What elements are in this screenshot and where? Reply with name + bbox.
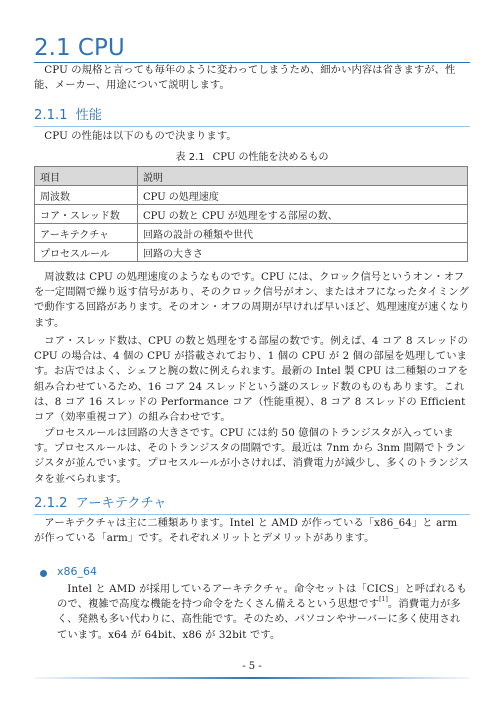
bullet-icon xyxy=(40,570,47,577)
table-header-cell: 説明 xyxy=(138,167,468,186)
table-cell: 回路の大きさ xyxy=(138,243,468,262)
table-cell: プロセスルール xyxy=(35,243,138,262)
table-cell: アーキテクチャ xyxy=(35,224,138,243)
table-header-row xyxy=(35,167,468,186)
table-row xyxy=(35,243,468,262)
section-number: 2.1 xyxy=(34,35,71,61)
table-cell: 回路の設計の種類や世代 xyxy=(138,224,468,243)
table-cell: 周波数 xyxy=(35,186,138,205)
subsection-rule xyxy=(34,126,470,127)
subsection-rule xyxy=(34,514,470,515)
subsection-title: アーキテクチャ xyxy=(75,496,167,511)
process-rule-paragraph: プロセスルールは回路の大きさです。CPU には約 50 億個のトランジスタが入っています。プロセスルールは、そのトランジスタの間隔です。最近は 7nm から 3nm 間隔でトランジスタが並んでいます。プロセスルールが小さければ、消費電力が減少し、多くのトランジスタを並べられます。 xyxy=(34,427,469,485)
bullet-title: x86_64 xyxy=(57,565,98,578)
table-header-cell: 項目 xyxy=(35,167,138,186)
table-caption xyxy=(34,151,470,165)
table-row xyxy=(35,186,468,205)
frequency-paragraph: 周波数は CPU の処理速度のようなものです。CPU には、クロック信号というオン・オフを一定間隔で繰り返す信号があり、そのクロック信号がオン、またはオフになったタイミングで動作する回路があります。そのオン・オフの周期が早ければ早いほど、処理速度が速くなります。 xyxy=(34,271,470,329)
page-number: - 5 - xyxy=(242,661,262,672)
core-thread-paragraph: コア・スレッド数は、CPU の数と処理をする部屋の数です。例えば、4 コア 8 スレッドの CPU の場合は、4 個の CPU が搭載されており、1 個の CPU が 2 個の部屋を処理しています。お店ではよく、シェフと腕の数に例えられます。最新の Intel 製 CPU は二種類のコアを組み合わせているため、16 コア 24 スレッドという謎のスレッド数のものもあります。これは、8 コア 16 スレッドの Performance コア（性能重視）、8 コア 8 スレッドの Efficient コア（効率重視コア）の組み合わせです。 xyxy=(34,335,469,424)
bullet-text-after: 。消費電力が多く、発熱も多い代わりに、高性能です。そのため、パソコンやサーバーに多く使用されています。x64 が 64bit、x86 が 32bit です。 xyxy=(57,598,461,641)
table-row xyxy=(35,205,468,224)
bullet-paragraph xyxy=(57,582,470,643)
section-heading xyxy=(34,36,125,60)
section-intro: CPU の規格と言っても毎年のように変わってしまうため、細かい内容は省きますが、性能、メーカー、用途について説明します。 xyxy=(34,64,456,92)
subsection-heading-architecture xyxy=(34,496,167,512)
table-cell: CPU の処理速度 xyxy=(138,186,468,205)
subsection-number: 2.1.2 xyxy=(34,496,68,511)
subsection-number: 2.1.1 xyxy=(34,108,68,123)
architecture-lead: アーキテクチャは主に二種類あります。Intel と AMD が作っている「x86_64」と arm が作っている「arm」です。それぞれメリットとデメリットがあります。 xyxy=(34,517,458,545)
section-title: CPU xyxy=(77,35,125,61)
table-cell: CPU の数と CPU が処理をする部屋の数、 xyxy=(138,205,468,224)
table-caption-number: 表 2.1 xyxy=(175,152,205,163)
table-row xyxy=(35,224,468,243)
table-cell: コア・スレッド数 xyxy=(35,205,138,224)
performance-table xyxy=(34,166,468,262)
footnote-reference[interactable]: [1] xyxy=(379,596,388,604)
footer-rule xyxy=(34,677,470,679)
bullet-text-before: Intel と AMD が採用しているアーキテクチャ。命令セットは「CICS」と呼ばれるもので、複雑で高度な機能を持つ命令をたくさん備えるという思想です xyxy=(57,583,467,611)
subsection-heading-performance xyxy=(34,108,102,124)
table-caption-text: CPU の性能を決めるもの xyxy=(212,152,329,163)
subsection-title: 性能 xyxy=(75,108,102,123)
performance-lead: CPU の性能は以下のもので決まります。 xyxy=(44,130,237,142)
